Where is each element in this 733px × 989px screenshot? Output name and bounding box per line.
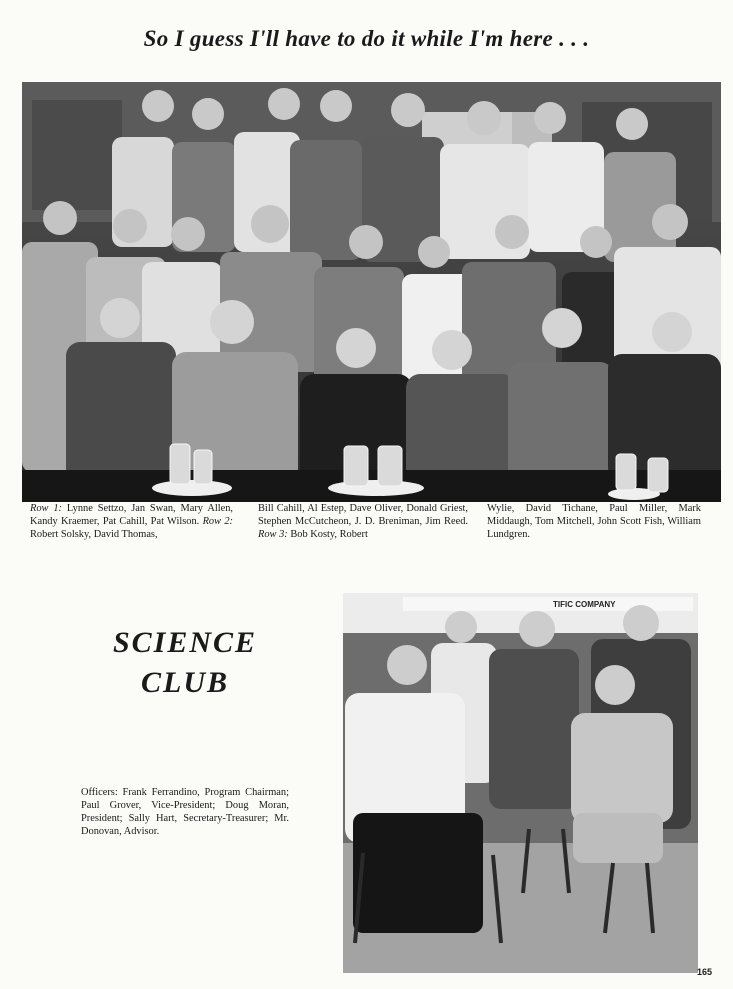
officers-photo-sign: TIFIC COMPANY (553, 600, 616, 609)
row2-names: Robert Solsky, David Thomas, (30, 529, 158, 540)
section-title-line2: CLUB (140, 666, 229, 699)
group-caption-col2 (258, 502, 468, 541)
group-caption-col1 (30, 502, 233, 541)
page-headline: So I guess I'll have to do it while I'm here . . . (143, 26, 590, 51)
section-title (80, 623, 290, 703)
group-photo (22, 82, 721, 502)
row2-label: Row 2: (202, 516, 233, 527)
row1-label: Row 1: (30, 503, 63, 514)
page-number: 165 (697, 967, 713, 977)
officers-photo (343, 593, 698, 973)
row3-label: Row 3: (258, 529, 288, 540)
caption-col2-text2: Bob Kosty, Robert (287, 529, 368, 540)
officers-caption: Officers: Frank Ferrandino, Program Chairman; Paul Grover, Vice-President; Doug Moran, President; Sally Hart, Secretary-Treasurer; Mr. Donovan, Advisor. (81, 787, 289, 837)
row1-names: Lynne Settzo, Jan Swan, Mary Allen, Kandy Kraemer, Pat Cahill, Pat Wilson. (30, 503, 233, 527)
group-caption-col3: Wylie, David Tichane, Paul Miller, Mark Middaugh, Tom Mitchell, John Scott Fish, William Lundgren. (487, 503, 701, 540)
caption-col2-text1: Bill Cahill, Al Estep, Dave Oliver, Donald Griest, Stephen McCutcheon, J. D. Breniman, Jim Reed. (258, 503, 468, 527)
section-title-line1: SCIENCE (112, 626, 258, 659)
